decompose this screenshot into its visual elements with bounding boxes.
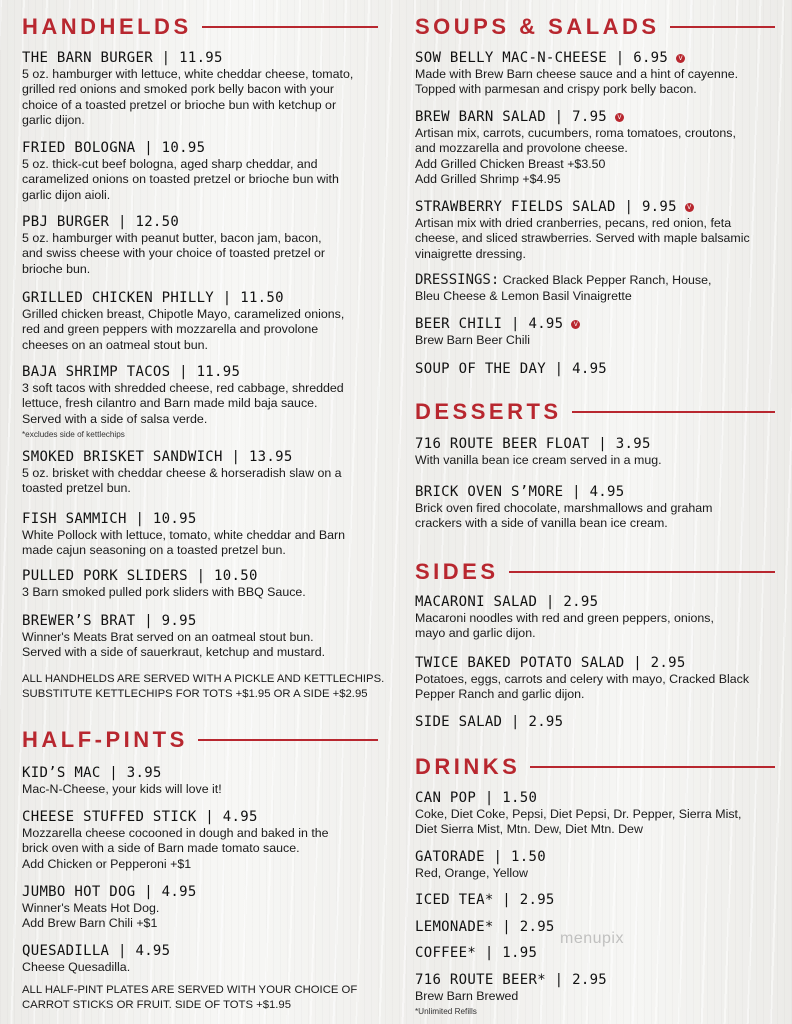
item-description <box>22 157 378 203</box>
handhelds-note <box>22 672 385 702</box>
item-description <box>22 960 378 975</box>
menu-item-brew-barn-salad <box>415 109 775 187</box>
half-pints-note <box>22 983 378 1013</box>
item-name: JUMBO HOT DOG | 4.95 <box>22 884 197 900</box>
menu-item-iced-tea <box>415 892 775 909</box>
dressings-label: DRESSINGS: <box>415 272 500 288</box>
half-pints-rule <box>198 739 378 741</box>
item-name: BRICK OVEN S’MORE | 4.95 <box>415 484 625 500</box>
dressings-line: Cracked Black Pepper Ranch, House, <box>502 273 712 287</box>
desc-line: Add Grilled Chicken Breast +$3.50 <box>415 156 606 171</box>
item-name: QUESADILLA | 4.95 <box>22 943 171 959</box>
desc-line: Brew Barn Beer Chili <box>415 333 531 347</box>
item-name: COFFEE* | 1.95 <box>415 945 538 961</box>
desc-line: Diet Sierra Mist, Mtn. Dew, Diet Mtn. Dew <box>415 822 643 837</box>
item-name: SMOKED BRISKET SANDWICH | 13.95 <box>22 449 293 465</box>
menu-item-kids-mac <box>22 765 378 797</box>
desc-line: Cheese Quesadilla. <box>22 960 131 974</box>
item-description <box>415 453 775 468</box>
desc-line: Topped with parmesan and crispy pork belly bacon. <box>415 82 697 97</box>
desc-line: Served with a side of salsa verde. <box>22 411 208 426</box>
item-description <box>415 672 775 703</box>
drinks-title: DRINKS <box>415 754 521 779</box>
menu-item-cheese-stuffed-stick <box>22 809 378 872</box>
menu-item-fish-sammich <box>22 511 378 559</box>
desc-line: choice of a toasted pretzel or brioche bun with ketchup or <box>22 97 337 112</box>
desc-line: caramelized onions on toasted pretzel or brioche bun with <box>22 172 339 187</box>
desc-line: White Pollock with lettuce, tomato, white cheddar and Barn <box>22 528 346 542</box>
desc-line: Macaroni noodles with red and green peppers, onions, <box>415 611 714 625</box>
item-name: 716 ROUTE BEER* | 2.95 <box>415 972 608 988</box>
item-name-text: STRAWBERRY FIELDS SALAD | 9.95 <box>415 199 677 215</box>
item-description <box>22 901 378 932</box>
desc-line: Coke, Diet Coke, Pepsi, Diet Pepsi, Dr. Pepper, Sierra Mist, <box>415 807 742 821</box>
desc-line: Made with Brew Barn cheese sauce and a hint of cayenne. <box>415 67 739 81</box>
item-description <box>415 126 775 187</box>
desserts-header <box>415 398 775 426</box>
desc-line: lettuce, fresh cilantro and Barn made mild baja sauce. <box>22 396 318 411</box>
menu-item-pulled-pork-sliders <box>22 568 378 600</box>
note-line: ALL HALF-PINT PLATES ARE SERVED WITH YOUR CHOICE OF <box>22 984 358 996</box>
item-description <box>22 528 378 559</box>
desc-line: toasted pretzel bun. <box>22 481 131 496</box>
item-name <box>415 316 775 333</box>
menu-item-can-pop <box>415 790 775 838</box>
soups-salads-rule <box>670 26 775 28</box>
menu-item-beer-chili <box>415 316 775 348</box>
desc-line: Winner's Meats Brat served on an oatmeal stout bun. <box>22 630 314 644</box>
menu-item-fried-bologna <box>22 140 378 203</box>
desc-line: garlic dijon. <box>22 112 85 127</box>
desc-line: Pepper Ranch and garlic dijon. <box>415 687 585 702</box>
menu-item-route-beer-float <box>415 436 775 468</box>
menu-item-route-beer <box>415 972 775 1020</box>
dressings-text <box>415 272 775 304</box>
item-name: PBJ BURGER | 12.50 <box>22 214 180 230</box>
item-name: LEMONADE* | 2.95 <box>415 919 555 935</box>
menu-item-soup-of-the-day <box>415 361 775 378</box>
desc-line: grilled red onions and smoked pork belly bacon with your <box>22 82 335 97</box>
desc-line: Winner's Meats Hot Dog. <box>22 901 160 915</box>
desc-line: Brew Barn Brewed <box>415 989 519 1003</box>
menu-item-baja-shrimp-tacos <box>22 364 378 442</box>
sides-header <box>415 558 775 586</box>
menu-item-macaroni-salad <box>415 594 775 642</box>
desc-line: Artisan mix, carrots, cucumbers, roma tomatoes, croutons, <box>415 126 736 140</box>
item-description <box>415 333 775 348</box>
desc-line: Mac-N-Cheese, your kids will love it! <box>22 782 222 796</box>
drinks-header <box>415 753 775 781</box>
desc-line: garlic dijon aioli. <box>22 187 111 202</box>
item-name: TWICE BAKED POTATO SALAD | 2.95 <box>415 655 686 671</box>
vegetarian-icon: V <box>676 54 685 63</box>
desc-line: Brick oven fired chocolate, marshmallows and graham <box>415 501 713 515</box>
desc-line: Grilled chicken breast, Chipotle Mayo, caramelized onions, <box>22 307 345 321</box>
item-name: PULLED PORK SLIDERS | 10.50 <box>22 568 258 584</box>
half-pints-header <box>22 726 378 754</box>
vegetarian-icon: V <box>571 320 580 329</box>
half-pints-title: HALF-PINTS <box>22 727 188 752</box>
menu-item-quesadilla <box>22 943 378 975</box>
desc-line: 5 oz. hamburger with peanut butter, bacon jam, bacon, <box>22 231 322 245</box>
desserts-title: DESSERTS <box>415 399 562 424</box>
desc-line: Artisan mix with dried cranberries, pecans, red onion, feta <box>415 216 732 230</box>
desc-line: 5 oz. brisket with cheddar cheese & horseradish slaw on a <box>22 466 342 480</box>
item-description <box>415 611 775 642</box>
item-description <box>22 307 378 353</box>
handhelds-title: HANDHELDS <box>22 14 192 39</box>
item-name: THE BARN BURGER | 11.95 <box>22 50 223 66</box>
desc-line: 5 oz. hamburger with lettuce, white cheddar cheese, tomato, <box>22 67 354 81</box>
item-description <box>22 630 378 661</box>
menu-item-twice-baked-potato-salad <box>415 655 775 703</box>
desserts-rule <box>572 411 775 413</box>
item-description <box>415 866 775 881</box>
item-description <box>22 381 378 442</box>
item-description <box>22 231 378 277</box>
menu-item-gatorade <box>415 849 775 881</box>
sides-rule <box>509 571 775 573</box>
note-line: ALL HANDHELDS ARE SERVED WITH A PICKLE AND KETTLECHIPS. <box>22 673 385 685</box>
item-footnote: *Unlimited Refills <box>415 1007 477 1017</box>
desc-line: vinaigrette dressing. <box>415 246 526 261</box>
item-name: ICED TEA* | 2.95 <box>415 892 555 908</box>
desc-line: crackers with a side of vanilla bean ice cream. <box>415 516 668 531</box>
item-name: BAJA SHRIMP TACOS | 11.95 <box>22 364 241 380</box>
item-description <box>415 67 775 98</box>
desc-line: Mozzarella cheese cocooned in dough and baked in the <box>22 826 329 840</box>
item-name-text: SOW BELLY MAC-N-CHEESE | 6.95 <box>415 50 669 66</box>
sides-title: SIDES <box>415 559 499 584</box>
menu-item-sow-belly-mac <box>415 50 775 98</box>
item-description <box>22 585 378 600</box>
item-footnote: *excludes side of kettlechips <box>22 429 125 439</box>
vegetarian-icon: V <box>615 113 624 122</box>
item-name: SOUP OF THE DAY | 4.95 <box>415 361 608 377</box>
handhelds-header <box>22 13 378 41</box>
watermark: menupix <box>560 930 624 947</box>
desc-line: 5 oz. thick-cut beef bologna, aged sharp cheddar, and <box>22 157 318 171</box>
desc-line: red and green peppers with mozzarella and provolone <box>22 322 319 337</box>
menu-item-side-salad <box>415 714 775 731</box>
menu-item-barn-burger <box>22 50 378 128</box>
item-name: BREWER’S BRAT | 9.95 <box>22 613 197 629</box>
desc-line: 3 soft tacos with shredded cheese, red cabbage, shredded <box>22 381 344 395</box>
item-name: MACARONI SALAD | 2.95 <box>415 594 599 610</box>
desc-line: Red, Orange, Yellow <box>415 866 528 880</box>
item-description <box>415 501 775 532</box>
drinks-rule <box>530 766 775 768</box>
desc-line: Add Grilled Shrimp +$4.95 <box>415 171 561 186</box>
desc-line: Potatoes, eggs, carrots and celery with mayo, Cracked Black <box>415 672 750 686</box>
item-description <box>415 807 775 838</box>
dressings-line: Bleu Cheese & Lemon Basil Vinaigrette <box>415 289 632 303</box>
menu-item-jumbo-hot-dog <box>22 884 378 932</box>
item-name <box>415 50 775 67</box>
item-name: FRIED BOLOGNA | 10.95 <box>22 140 206 156</box>
item-name: GATORADE | 1.50 <box>415 849 546 865</box>
item-name: FISH SAMMICH | 10.95 <box>22 511 197 527</box>
soups-salads-title: SOUPS & SALADS <box>415 14 660 39</box>
item-description <box>22 782 378 797</box>
desc-line: and mozzarella and provolone cheese. <box>415 141 628 156</box>
desc-line: Add Brew Barn Chili +$1 <box>22 916 158 931</box>
item-description <box>22 466 378 497</box>
menu-item-smoked-brisket <box>22 449 378 497</box>
handhelds-rule <box>202 26 378 28</box>
item-name <box>415 109 775 126</box>
desc-line: and swiss cheese with your choice of toasted pretzel or <box>22 246 326 261</box>
desc-line: Served with a side of sauerkraut, ketchup and mustard. <box>22 645 326 660</box>
menu-item-grilled-chicken-philly <box>22 290 378 353</box>
item-name: KID’S MAC | 3.95 <box>22 765 162 781</box>
desc-line: cheeses on an oatmeal stout bun. <box>22 337 208 352</box>
dressings <box>415 272 775 304</box>
vegetarian-icon: V <box>685 203 694 212</box>
desc-line: Add Chicken or Pepperoni +$1 <box>22 856 192 871</box>
item-name: GRILLED CHICKEN PHILLY | 11.50 <box>22 290 284 306</box>
note-line: CARROT STICKS OR FRUIT. SIDE OF TOTS +$1.95 <box>22 999 291 1011</box>
item-description <box>415 989 775 1020</box>
item-name-text: BREW BARN SALAD | 7.95 <box>415 109 608 125</box>
item-name: SIDE SALAD | 2.95 <box>415 714 564 730</box>
item-name: CAN POP | 1.50 <box>415 790 538 806</box>
desc-line: 3 Barn smoked pulled pork sliders with BBQ Sauce. <box>22 585 306 599</box>
item-description <box>22 67 378 128</box>
item-description <box>415 216 775 262</box>
desc-line: brick oven with a side of Barn made tomato sauce. <box>22 841 300 856</box>
item-name-text: BEER CHILI | 4.95 <box>415 316 564 332</box>
desc-line: made cajun seasoning on a toasted pretzel bun. <box>22 543 286 558</box>
item-name <box>415 199 775 216</box>
menu-item-pbj-burger <box>22 214 378 277</box>
menu-item-brewers-brat <box>22 613 378 661</box>
item-name: CHEESE STUFFED STICK | 4.95 <box>22 809 258 825</box>
desc-line: cheese, and sliced strawberries. Served with maple balsamic <box>415 231 750 246</box>
item-name: 716 ROUTE BEER FLOAT | 3.95 <box>415 436 651 452</box>
menu-item-brick-oven-smore <box>415 484 775 532</box>
desc-line: brioche bun. <box>22 261 91 276</box>
item-description <box>22 826 378 872</box>
soups-salads-header <box>415 13 775 41</box>
note-line: SUBSTITUTE KETTLECHIPS FOR TOTS +$1.95 OR A SIDE +$2.95 <box>22 688 368 700</box>
desc-line: mayo and garlic dijon. <box>415 626 536 641</box>
menu-item-strawberry-fields-salad <box>415 199 775 262</box>
desc-line: With vanilla bean ice cream served in a mug. <box>415 453 662 467</box>
